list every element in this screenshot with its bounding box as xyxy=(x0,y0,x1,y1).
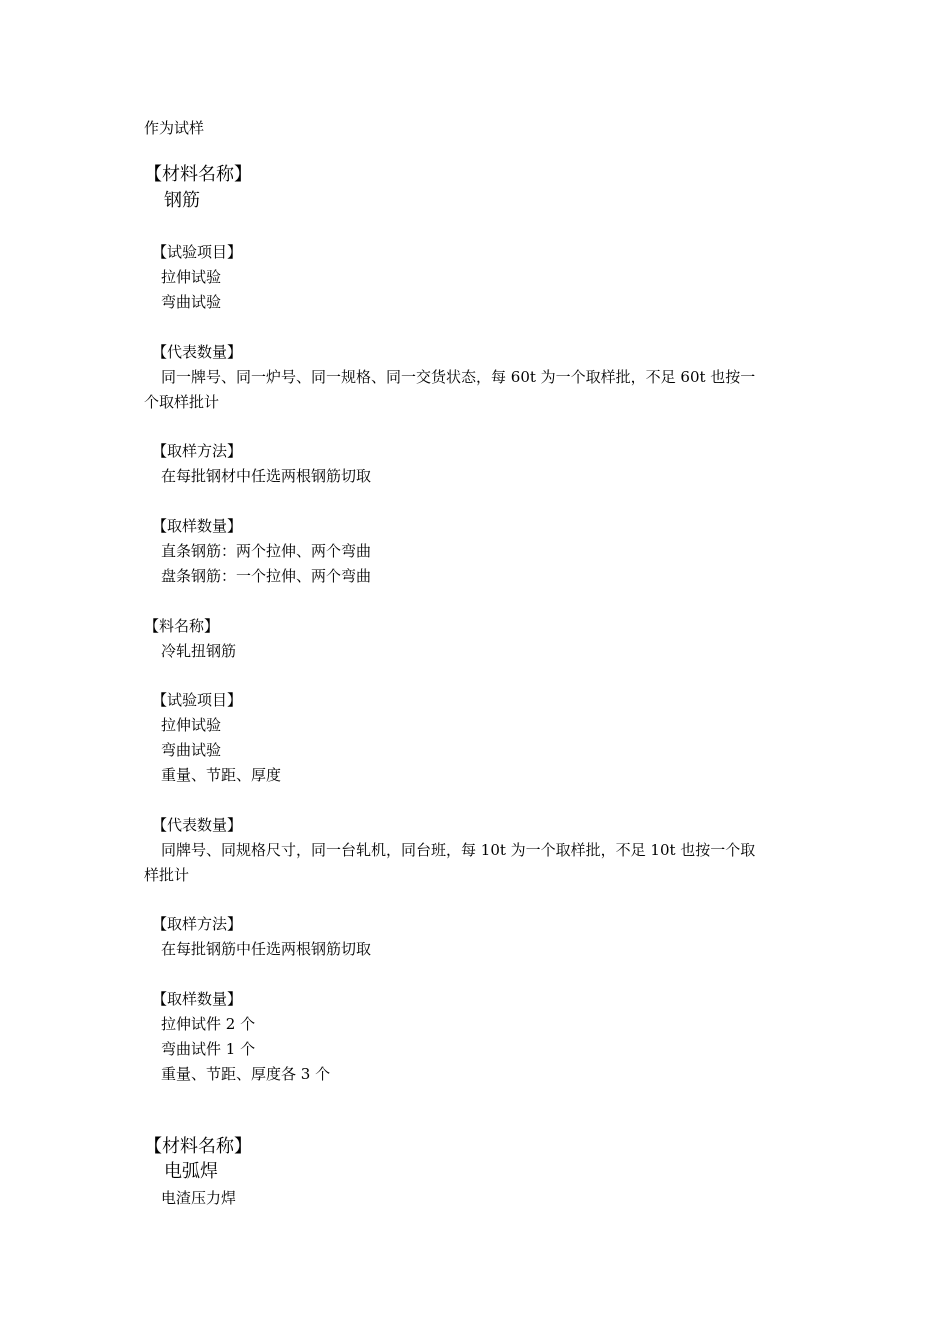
section-heading: 【材料名称】 xyxy=(144,1136,252,1157)
text-line: 盘条钢筋：一个拉伸、两个弯曲 xyxy=(161,567,372,585)
text-line: 在每批钢筋中任选两根钢筋切取 xyxy=(161,940,372,958)
text-line: 同牌号、同规格尺寸，同一台轧机，同台班，每 10t 为一个取样批，不足 10t 也按一个取 xyxy=(161,841,756,859)
text-line: 拉伸试验 xyxy=(161,268,222,286)
section-heading: 【材料名称】 xyxy=(144,164,252,185)
text-line: 弯曲试验 xyxy=(161,293,222,311)
section-heading: 【料名称】 xyxy=(144,617,220,635)
text-line: 重量、节距、厚度各 3 个 xyxy=(161,1065,331,1083)
text-line: 拉伸试件 2 个 xyxy=(161,1015,256,1033)
field-heading: 【取样方法】 xyxy=(152,442,243,460)
field-heading: 【取样方法】 xyxy=(152,915,243,933)
text-line: 同一牌号、同一炉号、同一规格、同一交货状态，每 60t 为一个取样批，不足 60t 也按一 xyxy=(161,368,756,386)
material-name: 冷轧扭钢筋 xyxy=(161,642,237,660)
text-line: 在每批钢材中任选两根钢筋切取 xyxy=(161,467,372,485)
text-line: 作为试样 xyxy=(144,119,205,137)
text-line: 重量、节距、厚度 xyxy=(161,766,282,784)
text-line: 拉伸试验 xyxy=(161,716,222,734)
field-heading: 【取样数量】 xyxy=(152,517,243,535)
field-heading: 【代表数量】 xyxy=(152,816,243,834)
material-name: 电弧焊 xyxy=(164,1161,218,1182)
field-heading: 【取样数量】 xyxy=(152,990,243,1008)
text-line: 直条钢筋：两个拉伸、两个弯曲 xyxy=(161,542,372,560)
field-heading: 【试验项目】 xyxy=(152,691,243,709)
text-line: 电渣压力焊 xyxy=(161,1189,237,1207)
field-heading: 【试验项目】 xyxy=(152,243,243,261)
material-name: 钢筋 xyxy=(164,190,200,211)
text-line: 个取样批计 xyxy=(144,393,220,411)
field-heading: 【代表数量】 xyxy=(152,343,243,361)
text-line: 弯曲试验 xyxy=(161,741,222,759)
text-line: 弯曲试件 1 个 xyxy=(161,1040,256,1058)
text-line: 样批计 xyxy=(144,866,190,884)
